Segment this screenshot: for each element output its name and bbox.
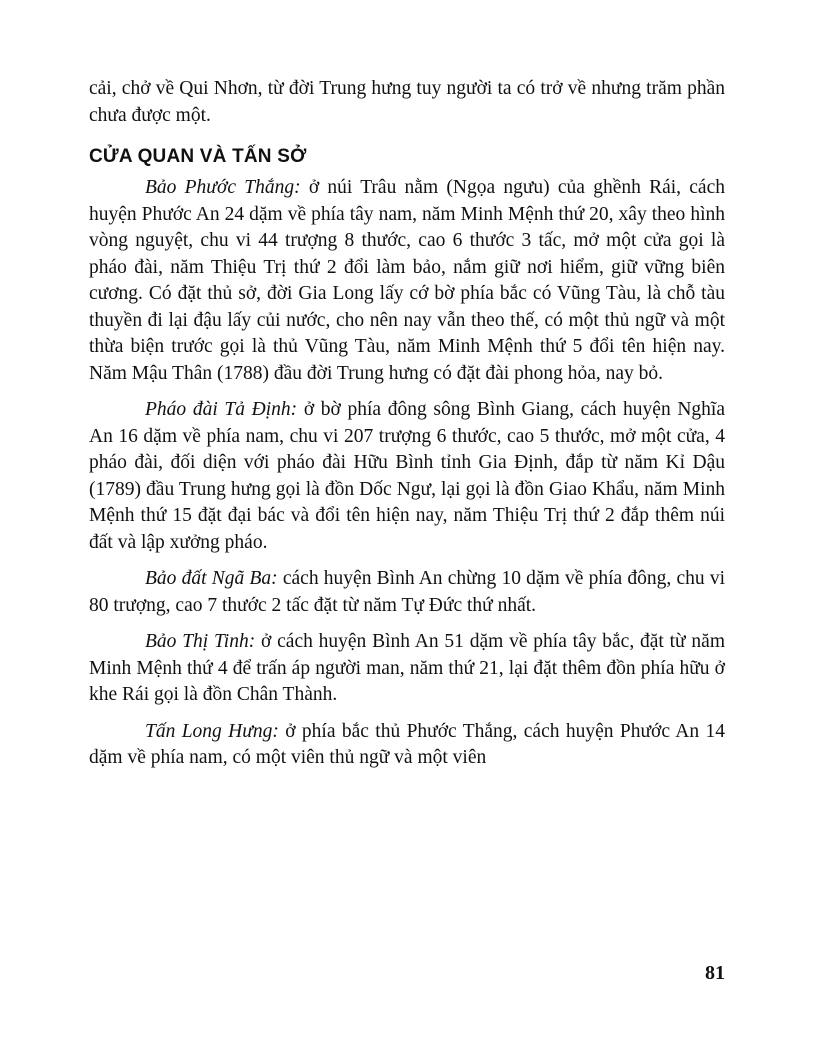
entry-paragraph <box>89 629 725 709</box>
entry-text: ở bờ phía đông sông Bình Giang, cách huyện Nghĩa An 16 dặm về phía nam, chu vi 207 trượng 6 thước, cao 5 thước, mở một cửa, 4 pháo đài, đối diện với pháo đài Hữu Bình tỉnh Gia Định, đắp từ năm Kỉ Dậu (1789) đầu Trung hưng gọi là đồn Dốc Ngư, lại gọi là đồn Giao Khẩu, năm Minh Mệnh thứ 15 đặt đại bác và đổi tên hiện nay, năm Thiệu Trị thứ 2 đắp thêm núi đất và lập xưởng pháo. <box>89 399 726 553</box>
entry-text: cách huyện Bình An chừng 10 dặm về phía đông, chu vi 80 trượng, cao 7 thước 2 tấc đặt từ năm Tự Đức thứ nhất. <box>89 568 725 616</box>
entry-paragraph <box>89 397 725 556</box>
page-number: 81 <box>705 962 725 984</box>
entry-term: Bảo đất Ngã Ba: <box>145 568 278 589</box>
entry-term: Bảo Thị Tinh: <box>145 631 256 652</box>
entry-term: Tấn Long Hưng: <box>145 720 279 742</box>
entry-text: ở cách huyện Bình An 51 dặm về phía tây bắc, đặt từ năm Minh Mệnh thứ 4 để trấn áp người man, năm thứ 21, lại đặt thêm đồn phía hữu ở khe Rái gọi là đồn Chân Thành. <box>89 631 725 705</box>
section-heading: CỬA QUAN VÀ TẤN SỞ <box>89 146 307 167</box>
entry-term: Bảo Phước Thắng: <box>145 177 301 198</box>
entry-term: Pháo đài Tả Định: <box>145 399 298 420</box>
intro-paragraph: cải, chở về Qui Nhơn, từ đời Trung hưng tuy người ta có trở về nhưng trăm phần chưa được một. <box>89 78 725 126</box>
entry-text: ở núi Trâu nằm (Ngọa ngưu) của ghềnh Rái, cách huyện Phước An 24 dặm về phía tây nam, năm Minh Mệnh thứ 20, xây theo hình vòng nguyệt, chu vi 44 trượng 8 thước, cao 6 thước 3 tấc, mở một cửa gọi là pháo đài, năm Thiệu Trị thứ 2 đổi làm bảo, nắm giữ nơi hiểm, giữ vững biên cương. Có đặt thủ sở, đời Gia Long lấy cớ bờ phía bắc có Vũng Tàu, là chỗ tàu thuyền đi lại đậu lấy củi nước, cho nên nay vẫn theo thế, có một thủ ngữ và một thừa biện trước gọi là thủ Vũng Tàu, năm Minh Mệnh thứ 5 đổi tên hiện nay. Năm Mậu Thân (1788) đầu đời Trung hưng có đặt đài phong hỏa, nay bỏ. <box>89 177 725 384</box>
entry-text: ở phía bắc thủ Phước Thắng, cách huyện Phước An 14 dặm về phía nam, có một viên thủ ngữ và một viên <box>89 720 725 768</box>
entry-paragraph <box>89 566 725 619</box>
entry-paragraph <box>89 719 725 772</box>
page-body <box>89 76 725 782</box>
entry-paragraph <box>89 175 725 387</box>
